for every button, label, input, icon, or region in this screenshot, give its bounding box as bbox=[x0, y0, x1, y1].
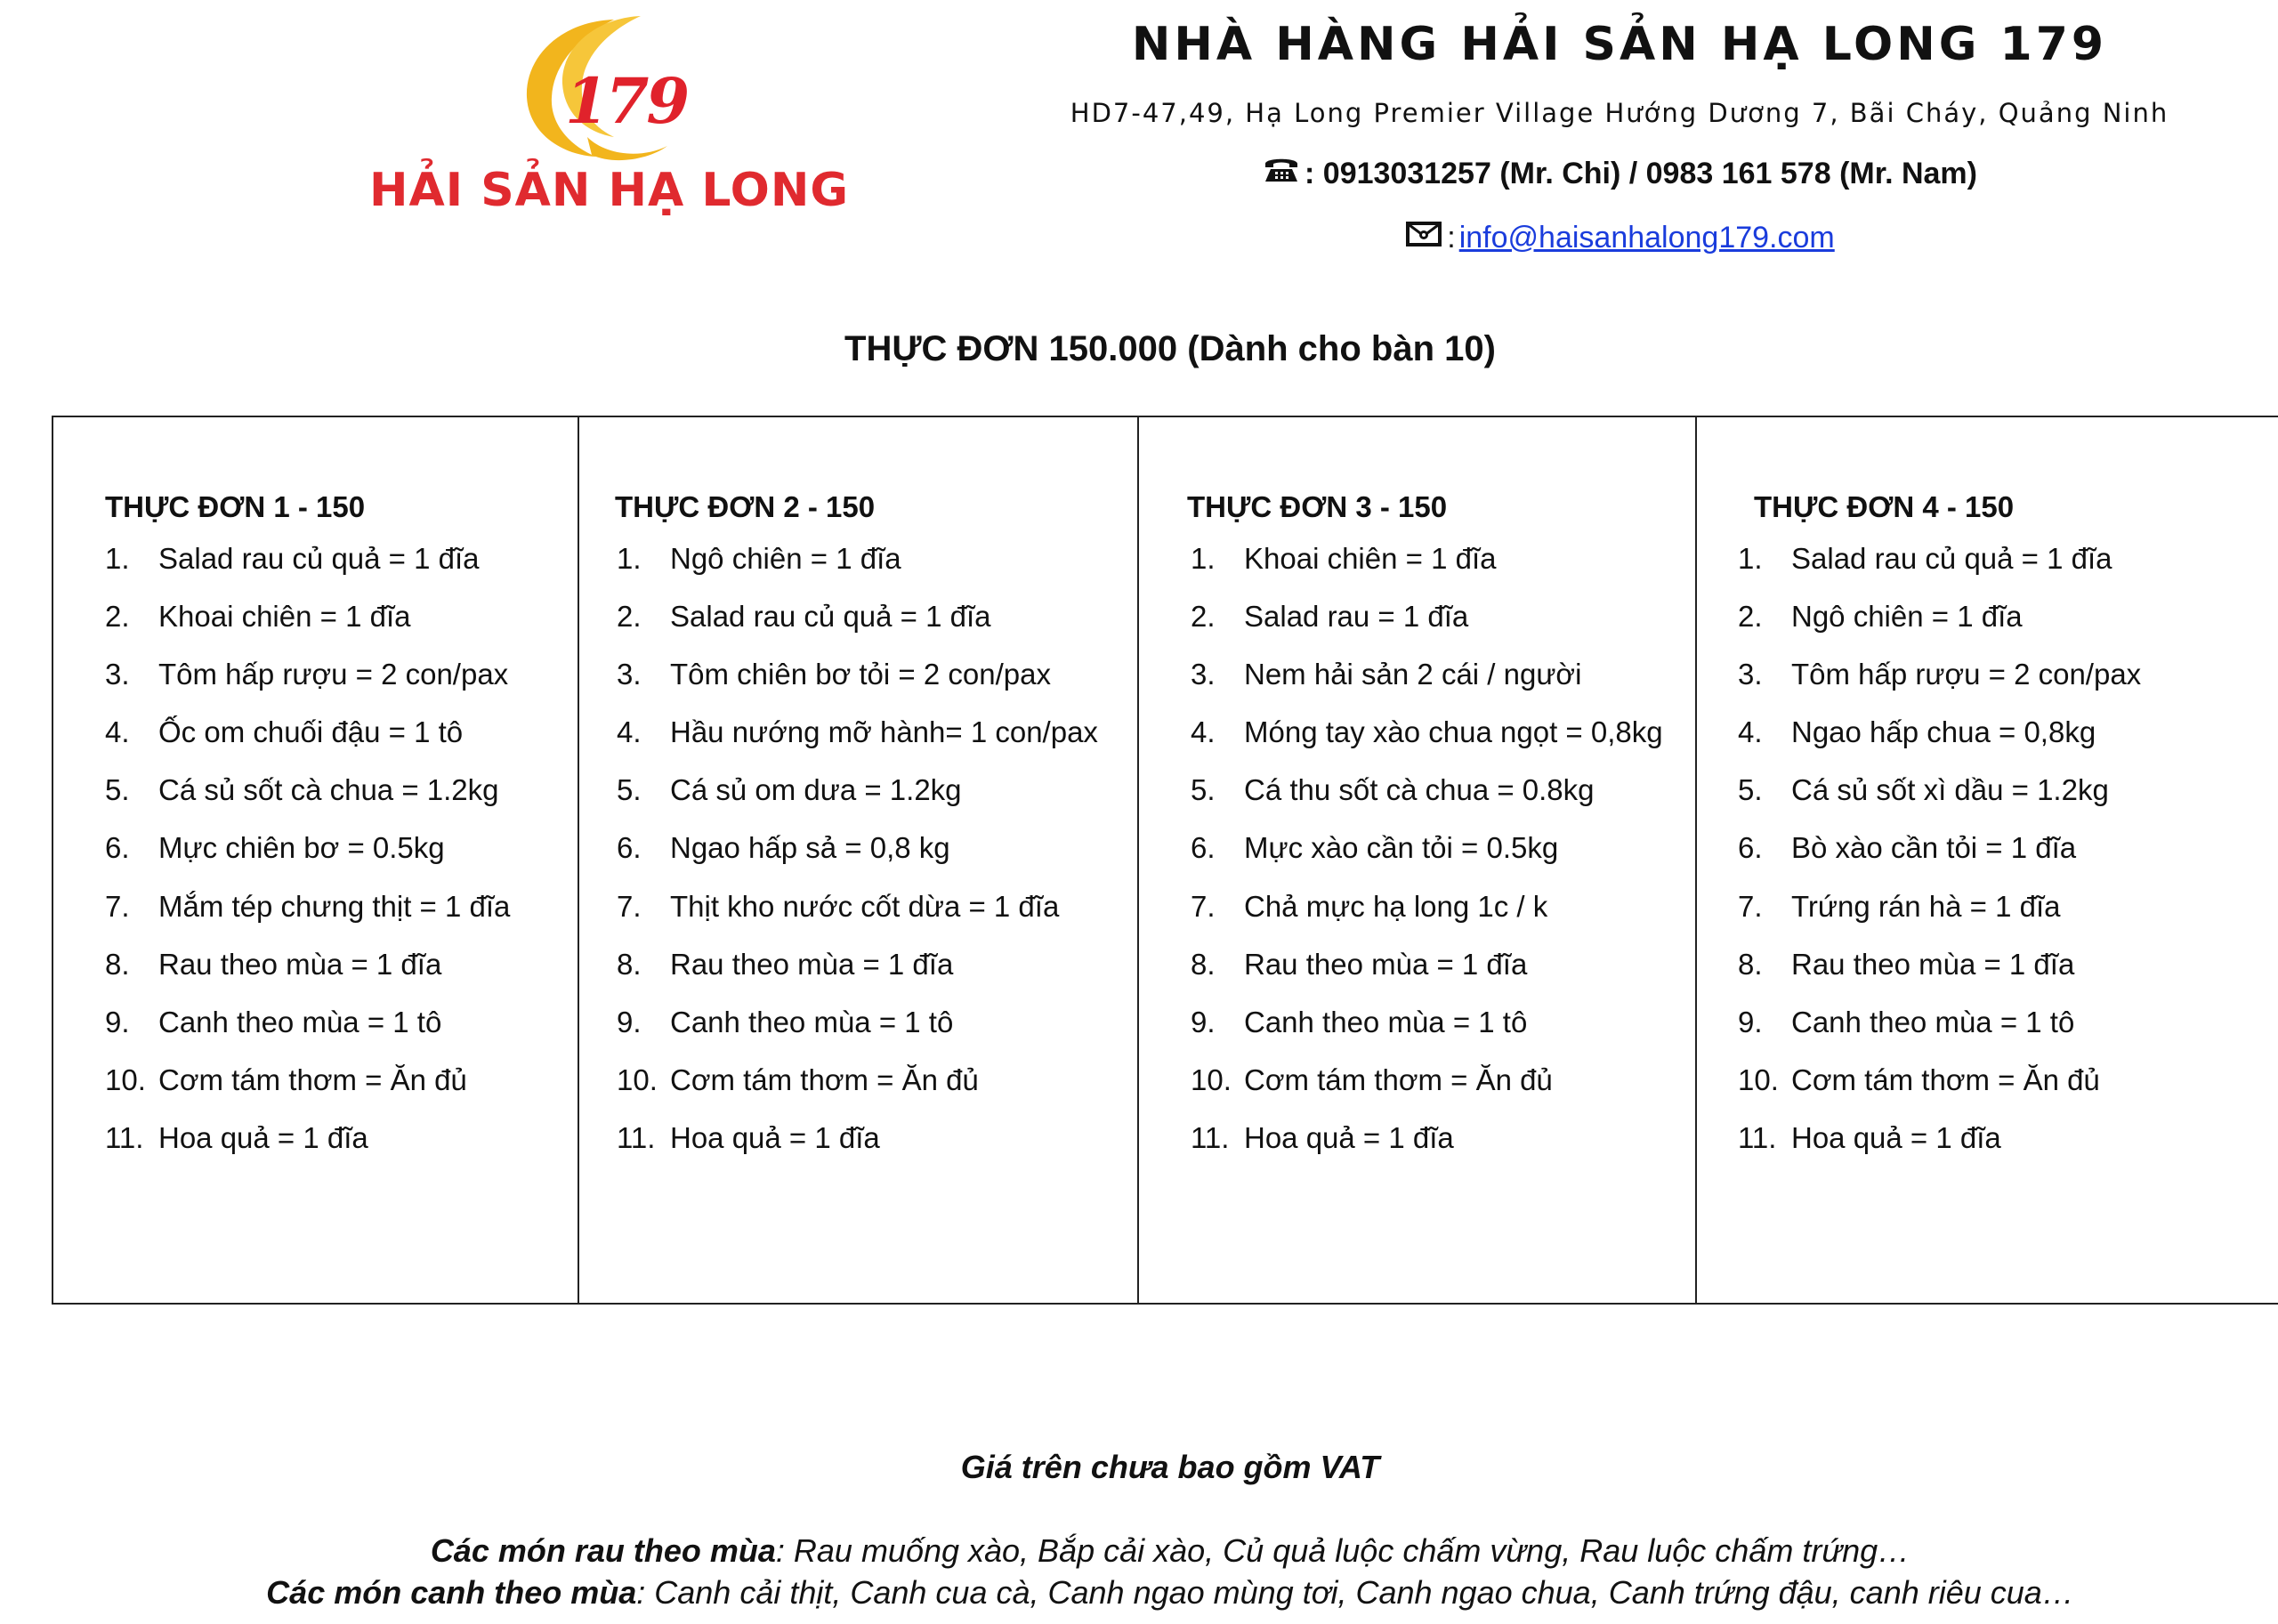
menu-column-3: THỰC ĐƠN 3 - 150 1. Khoai chiên = 1 đĩa 2. Salad rau = 1 đĩa 3. Nem hải sản 2 cái / người 4. Móng tay xào chua ngọt = 0,8kg 5. Cá thu sốt cà chua = 0.8kg 6. Mực xào cần tỏi = 0.5kg 7. Chả mực hạ long 1c / k 8. Rau theo mùa = 1 đĩa 9. Canh theo mùa = 1 tô 10. Cơm tám thơm = Ăn đủ 11. Hoa quả = 1 đĩa bbox=[1137, 417, 1696, 1303]
restaurant-name: NHÀ HÀNG HẢI SẢN HẠ LONG 179 bbox=[1131, 18, 2108, 71]
restaurant-address: HD7-47,49, Hạ Long Premier Village Hướng Dương 7, Bãi Cháy, Quảng Ninh bbox=[1070, 98, 2169, 128]
menu-4-title: THỰC ĐƠN 4 - 150 bbox=[1754, 490, 2015, 523]
telephone-icon bbox=[1262, 155, 1301, 193]
menu-table bbox=[52, 416, 2278, 1305]
seasonal-soups-label: Các món canh theo mùa bbox=[266, 1574, 637, 1611]
seasonal-vegetables-label: Các món rau theo mùa bbox=[430, 1532, 776, 1569]
email-line bbox=[1023, 219, 2216, 257]
menu-column-4: THỰC ĐƠN 4 - 150 1. Salad rau củ quả = 1 đĩa 2. Ngô chiên = 1 đĩa 3. Tôm hấp rượu = 2 con/pax 4. Ngao hấp chua = 0,8kg 5. Cá sủ sốt xì dầu = 1.2kg 6. Bò xào cần tỏi = 1 đĩa 7. Trứng rán hà = 1 đĩa 8. Rau theo mùa = 1 đĩa 9. Canh theo mùa = 1 tô 10. Cơm tám thơm = Ăn đủ 11. Hoa quả = 1 đĩa bbox=[1695, 417, 2278, 1303]
menu-1-title: THỰC ĐƠN 1 - 150 bbox=[105, 490, 366, 523]
logo-text: HẢI SẢN HẠ LONG bbox=[369, 164, 850, 217]
envelope-icon bbox=[1404, 219, 1443, 257]
email-prefix: : bbox=[1447, 221, 1456, 255]
menu-3-title: THỰC ĐƠN 3 - 150 bbox=[1187, 490, 1448, 523]
phone-numbers: : 0913031257 (Mr. Chi) / 0983 161 578 (Mr. Nam) bbox=[1305, 157, 1977, 190]
phone-line bbox=[1023, 155, 2216, 193]
menu-column-2: THỰC ĐƠN 2 - 150 1. Ngô chiên = 1 đĩa 2. Salad rau củ quả = 1 đĩa 3. Tôm chiên bơ tỏi = 2 con/pax 4. Hầu nướng mỡ hành= 1 con/pax 5. Cá sủ om dưa = 1.2kg 6. Ngao hấp sả = 0,8 kg 7. Thịt kho nước cốt dừa = 1 đĩa 8. Rau theo mùa = 1 đĩa 9. Canh theo mùa = 1 tô 10. Cơm tám thơm = Ăn đủ 11. Hoa quả = 1 đĩa bbox=[578, 417, 1138, 1303]
menu-2-title: THỰC ĐƠN 2 - 150 bbox=[615, 490, 876, 523]
seasonal-soups-note bbox=[0, 1574, 2278, 1612]
email-link[interactable]: info@haisanhalong179.com bbox=[1458, 221, 1835, 255]
menu-title: THỰC ĐƠN 150.000 (Dành cho bàn 10) bbox=[844, 329, 1496, 368]
seasonal-vegetables-note bbox=[0, 1532, 2278, 1570]
vat-note: Giá trên chưa bao gồm VAT bbox=[960, 1449, 1380, 1485]
seasonal-vegetables-text: : Rau muống xào, Bắp cải xào, Củ quả luộc chấm vừng, Rau luộc chấm trứng… bbox=[775, 1532, 1910, 1569]
seasonal-soups-text: : Canh cải thịt, Canh cua cà, Canh ngao mùng tơi, Canh ngao chua, Canh trứng đậu, canh riêu cua… bbox=[636, 1574, 2074, 1611]
menu-column-1: THỰC ĐƠN 1 - 150 1. Salad rau củ quả = 1 đĩa 2. Khoai chiên = 1 đĩa 3. Tôm hấp rượu = 2 con/pax 4. Ốc om chuối đậu = 1 tô 5. Cá sủ sốt cà chua = 1.2kg 6. Mực chiên bơ = 0.5kg 7. Mắm tép chưng thịt = 1 đĩa 8. Rau theo mùa = 1 đĩa 9. Canh theo mùa = 1 tô 10. Cơm tám thơm = Ăn đủ 11. Hoa quả = 1 đĩa bbox=[105, 490, 511, 1154]
logo-number: 179 bbox=[565, 64, 688, 138]
restaurant-logo bbox=[365, 12, 850, 226]
